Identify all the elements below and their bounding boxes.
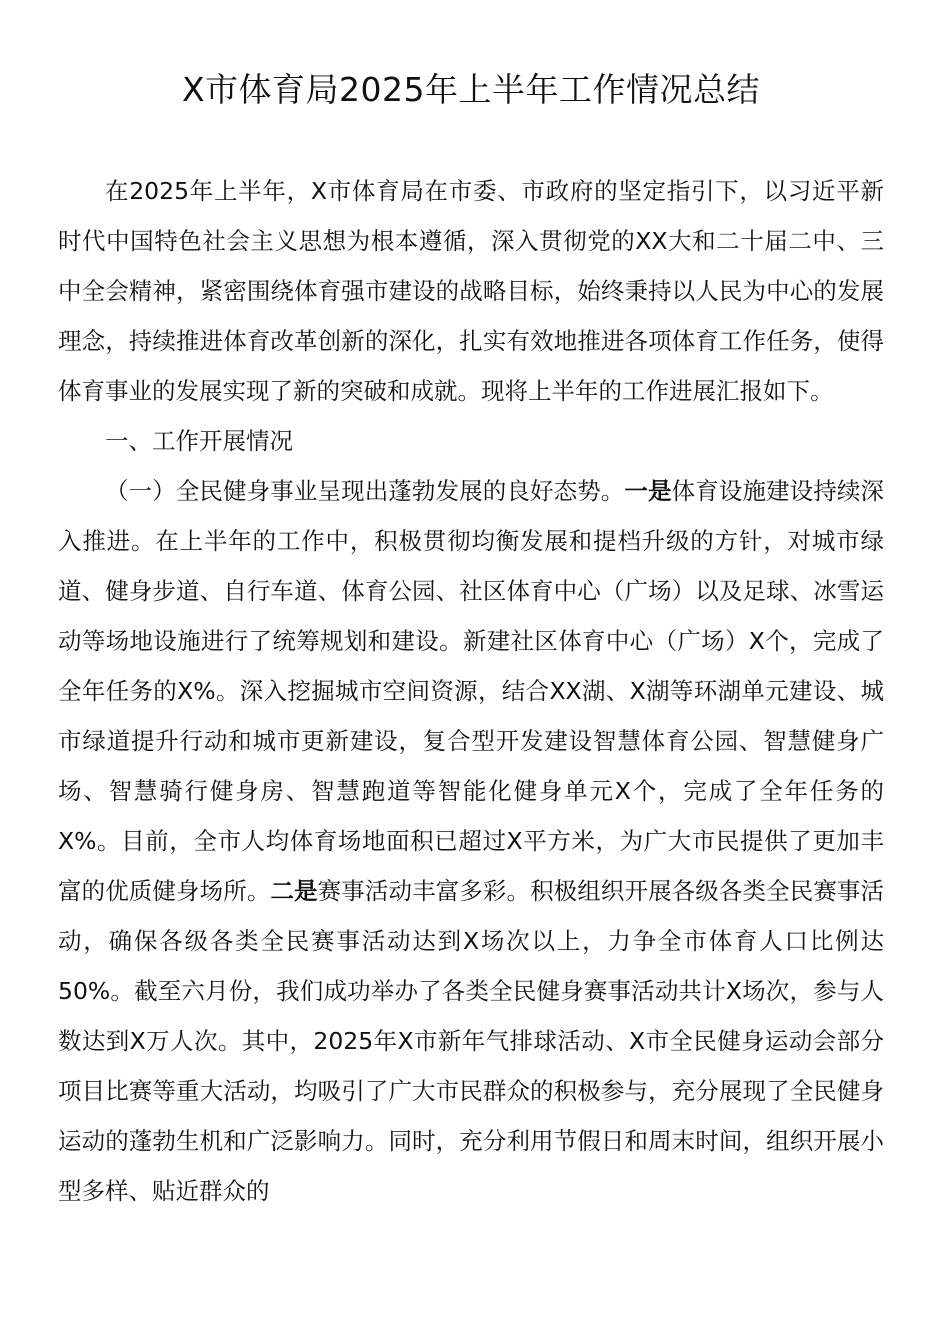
point-label-2: 二是 [270,877,318,905]
document-title: X市体育局2025年上半年工作情况总结 [181,70,761,109]
intro-paragraph: 在2025年上半年，X市体育局在市委、市政府的坚定指引下，以习近平新时代中国特色社会主义思想为根本遵循，深入贯彻党的XX大和二十届二中、三中全会精神，紧密围绕体育强市建设的战略目标，始终秉持以人民为中心的发展理念，持续推进体育改革创新的深化，扎实有效地推进各项体育工作任务，使得体育事业的发展实现了新的突破和成就。现将上半年的工作进展汇报如下。 [58,177,884,405]
subsection-paragraph [58,466,884,1216]
point-text-2: 赛事活动丰富多彩。积极组织开展各级各类全民赛事活动，确保各级各类全民赛事活动达到X场次以上，力争全市体育人口比例达50%。截至六月份，我们成功举办了各类全民健身赛事活动共计X场次，参与人数达到X万人次。其中，2025年X市新年气排球活动、X市全民健身运动会部分项目比赛等重大活动，均吸引了广大市民群众的积极参与，充分展现了全民健身运动的蓬勃生机和广泛影响力。同时，充分利用节假日和周末时间，组织开展小型多样、贴近群众的 [58,877,885,1205]
section-heading: 一、工作开展情况 [105,427,293,455]
point-label-1: 一是 [624,477,672,505]
subsection-lead: （一）全民健身事业呈现出蓬勃发展的良好态势。 [105,477,625,505]
point-text-1: 体育设施建设持续深入推进。在上半年的工作中，积极贯彻均衡发展和提档升级的方针，对城市绿道、健身步道、自行车道、体育公园、社区体育中心（广场）以及足球、冰雪运动等场地设施进行了统筹规划和建设。新建社区体育中心（广场）X个，完成了全年任务的X%。深入挖掘城市空间资源，结合XX湖、X湖等环湖单元建设、城市绿道提升行动和城市更新建设，复合型开发建设智慧体育公园、智慧健身广场、智慧骑行健身房、智慧跑道等智能化健身单元X个，完成了全年任务的X%。目前，全市人均体育场地面积已超过X平方米，为广大市民提供了更加丰富的优质健身场所。 [58,477,884,905]
